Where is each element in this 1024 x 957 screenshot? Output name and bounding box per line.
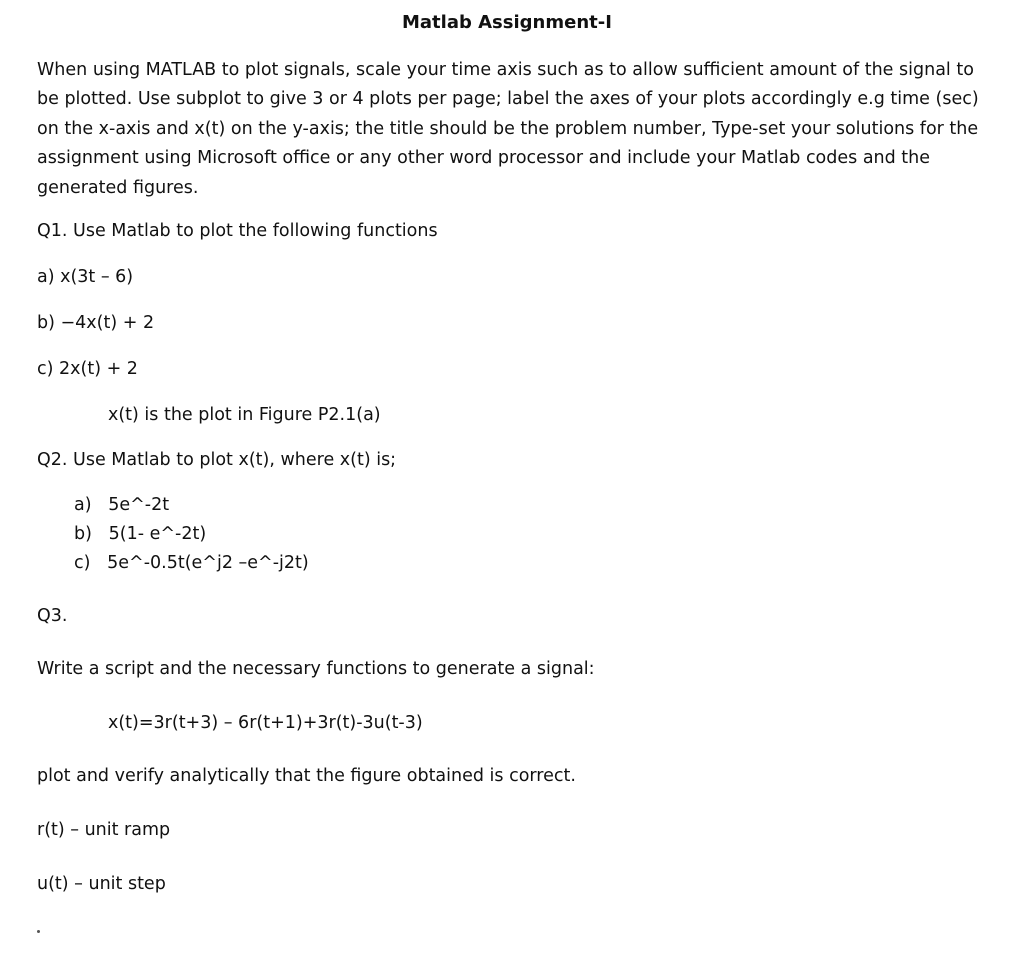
q2-prompt: Q2. Use Matlab to plot x(t), where x(t) is;	[37, 450, 397, 470]
q1-item-a: a) x(3t – 6)	[37, 267, 134, 287]
q3-def-step: u(t) – unit step	[37, 874, 166, 894]
page-title: Matlab Assignment-I	[402, 12, 612, 33]
q1-note: x(t) is the plot in Figure P2.1(a)	[108, 405, 381, 425]
q1-prompt: Q1. Use Matlab to plot the following functions	[37, 221, 438, 241]
q3-def-ramp: r(t) – unit ramp	[37, 820, 171, 840]
q3-prompt: Write a script and the necessary functions to generate a signal:	[37, 659, 595, 679]
q1-item-c: c) 2x(t) + 2	[37, 359, 138, 379]
q3-equation: x(t)=3r(t+3) – 6r(t+1)+3r(t)-3u(t-3)	[108, 713, 423, 733]
intro-paragraph: When using MATLAB to plot signals, scale your time axis such as to allow sufficient amount of the signal to be plotted. Use subplot to give 3 or 4 plots per page; label the axes of your plots accordingly e.g time (sec) on the x-axis and x(t) on the y-axis; the title should be the problem number, Type-set your solutions for the assignment using Microsoft office or any other word processor and include your Matlab codes and the generated figures.	[37, 60, 979, 198]
q2-item-b: b) 5(1- e^-2t)	[74, 524, 207, 544]
q1-item-b: b) −4x(t) + 2	[37, 313, 155, 333]
stray-dot	[37, 930, 40, 933]
q2-item-a: a) 5e^-2t	[74, 495, 170, 515]
q3-label: Q3.	[37, 606, 68, 626]
q2-item-c: c) 5e^-0.5t(e^j2 –e^-j2t)	[74, 553, 309, 573]
q3-verify: plot and verify analytically that the figure obtained is correct.	[37, 766, 576, 786]
